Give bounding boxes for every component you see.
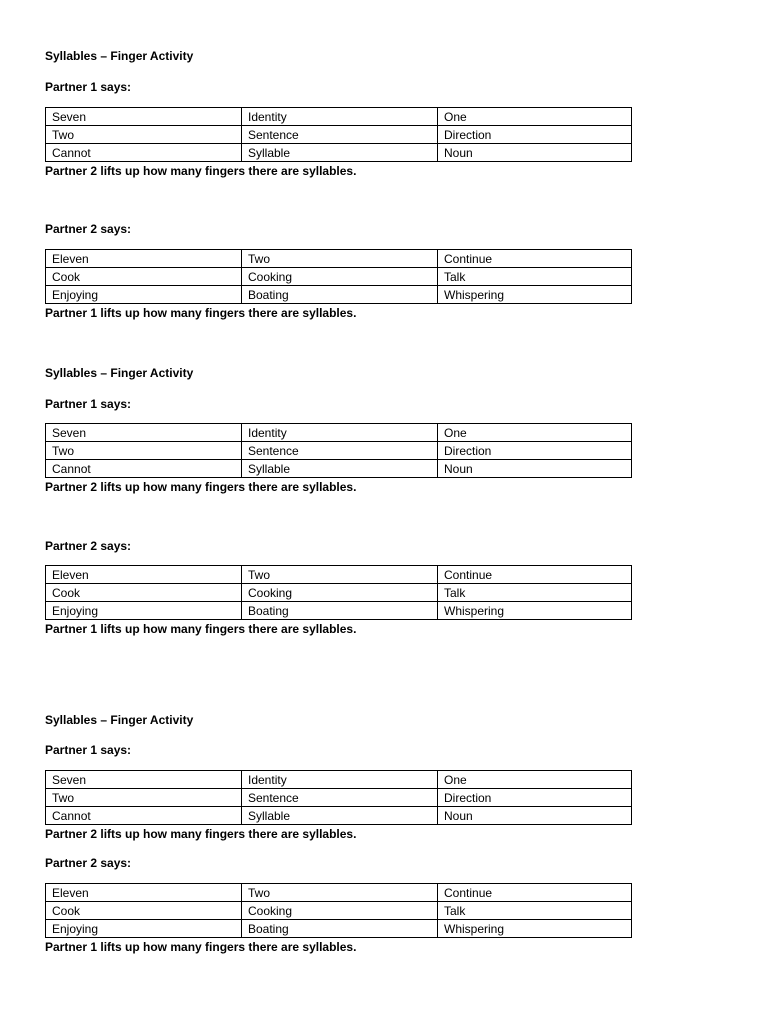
word-cell: Talk [438,584,632,602]
word-cell: Syllable [242,460,438,478]
word-cell: Seven [46,771,242,789]
word-cell: Cook [46,268,242,286]
table-row [46,424,632,442]
instruction-text: Partner 2 lifts up how many fingers there are syllables. [45,827,357,841]
instruction-text: Partner 1 lifts up how many fingers there are syllables. [45,306,357,320]
instruction-text: Partner 1 lifts up how many fingers there are syllables. [45,940,357,954]
table-row [46,268,632,286]
word-cell: Sentence [242,126,438,144]
partner-2-label: Partner 2 says: [45,539,132,553]
table-row [46,920,632,938]
word-cell: Identity [242,771,438,789]
partner-1-label: Partner 1 says: [45,397,132,411]
word-cell: Direction [438,126,632,144]
word-table-partner-1 [45,107,632,162]
word-cell: Talk [438,268,632,286]
word-cell: Boating [242,286,438,304]
table-row [46,602,632,620]
word-cell: Eleven [46,566,242,584]
word-cell: Two [46,789,242,807]
word-cell: Direction [438,442,632,460]
word-cell: Whispering [438,286,632,304]
table-row [46,902,632,920]
word-cell: Whispering [438,602,632,620]
word-cell: Sentence [242,789,438,807]
word-cell: One [438,771,632,789]
table-row [46,771,632,789]
word-cell: Eleven [46,884,242,902]
word-cell: Enjoying [46,286,242,304]
word-cell: One [438,108,632,126]
word-cell: Noun [438,460,632,478]
table-row [46,789,632,807]
word-table-partner-2 [45,565,632,620]
partner-2-label: Partner 2 says: [45,222,132,236]
table-row [46,286,632,304]
word-table-partner-1 [45,770,632,825]
word-cell: Direction [438,789,632,807]
word-cell: Eleven [46,250,242,268]
section-title: Syllables – Finger Activity [45,366,194,380]
partner-1-label: Partner 1 says: [45,80,132,94]
section-title: Syllables – Finger Activity [45,49,194,63]
word-cell: Enjoying [46,602,242,620]
word-cell: Two [242,884,438,902]
table-row [46,126,632,144]
word-cell: Noun [438,807,632,825]
word-cell: Two [46,126,242,144]
word-cell: Talk [438,902,632,920]
word-table-partner-2 [45,249,632,304]
word-cell: Two [242,250,438,268]
table-row [46,144,632,162]
word-cell: Syllable [242,807,438,825]
word-cell: One [438,424,632,442]
word-cell: Continue [438,566,632,584]
word-cell: Seven [46,108,242,126]
table-row [46,108,632,126]
word-cell: Continue [438,884,632,902]
partner-1-label: Partner 1 says: [45,743,132,757]
instruction-text: Partner 1 lifts up how many fingers there are syllables. [45,622,357,636]
word-cell: Syllable [242,144,438,162]
instruction-text: Partner 2 lifts up how many fingers there are syllables. [45,480,357,494]
word-cell: Two [242,566,438,584]
word-cell: Cannot [46,460,242,478]
word-cell: Cooking [242,268,438,286]
word-table-partner-1 [45,423,632,478]
instruction-text: Partner 2 lifts up how many fingers there are syllables. [45,164,357,178]
table-row [46,584,632,602]
word-cell: Identity [242,424,438,442]
word-cell: Whispering [438,920,632,938]
word-cell: Cannot [46,807,242,825]
word-cell: Noun [438,144,632,162]
word-cell: Identity [242,108,438,126]
table-row [46,460,632,478]
word-cell: Two [46,442,242,460]
table-row [46,442,632,460]
word-cell: Cook [46,584,242,602]
word-cell: Boating [242,602,438,620]
word-cell: Boating [242,920,438,938]
word-cell: Enjoying [46,920,242,938]
table-row [46,807,632,825]
word-cell: Seven [46,424,242,442]
word-cell: Continue [438,250,632,268]
word-cell: Cooking [242,584,438,602]
partner-2-label: Partner 2 says: [45,856,132,870]
table-row [46,884,632,902]
word-cell: Cook [46,902,242,920]
word-table-partner-2 [45,883,632,938]
section-title: Syllables – Finger Activity [45,713,194,727]
table-row [46,566,632,584]
word-cell: Cooking [242,902,438,920]
table-row [46,250,632,268]
word-cell: Cannot [46,144,242,162]
word-cell: Sentence [242,442,438,460]
